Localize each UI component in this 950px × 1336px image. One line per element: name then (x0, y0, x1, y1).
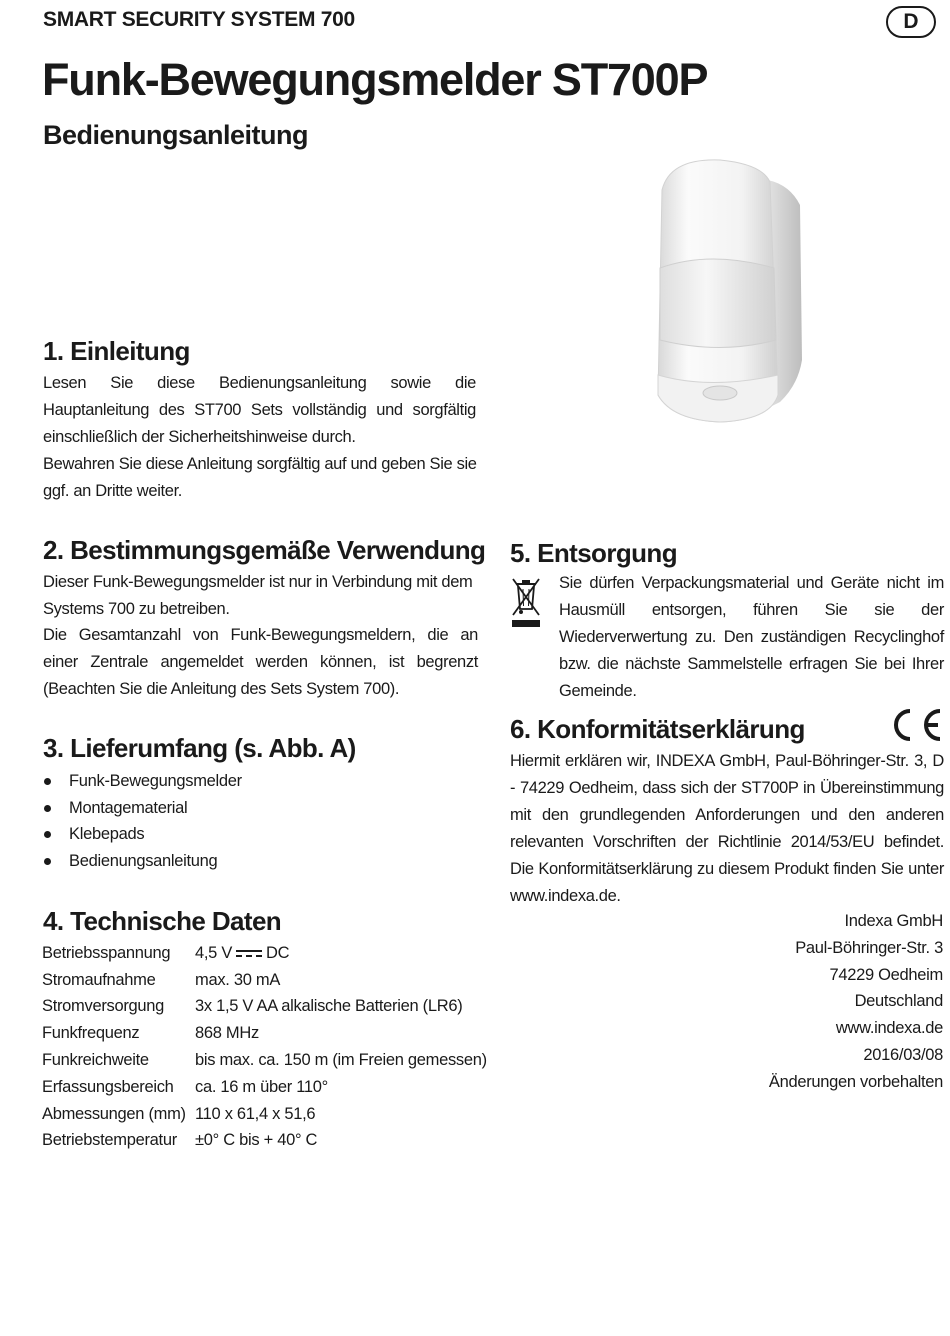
page-title: Funk-Bewegungsmelder ST700P (42, 54, 708, 105)
table-row (42, 967, 487, 994)
table-row (42, 1128, 487, 1155)
section-heading-konformitaet: 6. Konformitätserklärung (510, 714, 805, 744)
address-date: 2016/03/08 (863, 1045, 943, 1064)
address-city: 74229 Oedheim (829, 965, 943, 984)
spec-value: 868 MHz (195, 1024, 259, 1043)
konformitaet-text: Hiermit erklären wir, INDEXA GmbH, Paul-Böhringer-Str. 3, D - 74229 Oedheim, dass sich der ST700P in Übereinstimmung mit den grundlegenden Anforderungen und den anderen relevanten Vorschriften der Richtlinie 2014/53/EU befindet. Die Konformitätserklärung zu diesem Produkt finden Sie unter www.indexa.de. (510, 752, 944, 905)
motion-detector-product-image (650, 150, 820, 435)
table-row (42, 1074, 487, 1101)
spec-label: Abmessungen (mm) (42, 1104, 186, 1123)
spec-value: max. 30 mA (195, 970, 281, 989)
spec-label: Funkfrequenz (42, 1024, 140, 1043)
page-subtitle: Bedienungsanleitung (43, 120, 309, 150)
lieferumfang-list (42, 768, 242, 875)
list-item: Klebepads (42, 821, 242, 848)
verwendung-text: Dieser Funk-Bewegungsmelder ist nur in Verbindung mit dem Systems 700 zu betreiben. (43, 573, 473, 618)
address-country: Deutschland (854, 992, 943, 1011)
spec-value: 110 x 61,4 x 51,6 (195, 1104, 316, 1123)
table-row (42, 1047, 487, 1074)
spec-value: ca. 16 m über 110° (195, 1077, 328, 1096)
spec-value: 3x 1,5 V AA alkalische Batterien (LR6) (195, 997, 463, 1016)
spec-label: Erfassungsbereich (42, 1077, 174, 1096)
list-item: Bedienungsanleitung (42, 848, 242, 875)
list-item: Montagematerial (42, 795, 242, 822)
spec-label: Stromaufnahme (42, 970, 156, 989)
section-heading-entsorgung: 5. Entsorgung (510, 538, 677, 568)
address-company: Indexa GmbH (844, 912, 943, 930)
language-badge: D (886, 6, 936, 38)
company-address (769, 908, 943, 1096)
address-street: Paul-Böhringer-Str. 3 (795, 938, 943, 957)
address-web: www.indexa.de (835, 1019, 943, 1038)
address-note: Änderungen vorbehalten (768, 1072, 943, 1091)
weee-crossed-bin-icon (509, 575, 543, 631)
technische-daten-table (42, 940, 487, 1154)
bullet-icon (44, 778, 51, 785)
list-item: Funk-Bewegungsmelder (42, 768, 242, 795)
table-row (42, 940, 487, 967)
section-heading-verwendung: 2. Bestimmungsgemäße Verwendung (43, 535, 486, 565)
bullet-icon (44, 858, 51, 865)
spec-value: bis max. ca. 150 m (im Freien gemessen) (195, 1051, 487, 1070)
ce-mark-icon (884, 706, 944, 744)
spec-label: Betriebsspannung (42, 943, 171, 962)
entsorgung-text: Sie dürfen Verpackungsmaterial und Geräte nicht im Hausmüll entsorgen, führen Sie sie der Wiederverwertung zu. Den zuständigen Recyclinghof bzw. die nächste Sammelstelle erfragen Sie bei Ihrer Gemeinde. (559, 574, 944, 700)
spec-label: Betriebstemperatur (42, 1131, 177, 1150)
bullet-icon (44, 805, 51, 812)
table-row (42, 1020, 487, 1047)
section-heading-einleitung: 1. Einleitung (43, 336, 190, 366)
dc-symbol-icon (236, 949, 262, 959)
table-row (42, 994, 487, 1021)
spec-label: Funkreichweite (42, 1051, 149, 1070)
spec-value: 4,5 V DC (195, 943, 290, 962)
verwendung-text-2: Die Gesamtanzahl von Funk-Bewegungsmeldern, die an einer Zentrale angemeldet werden können, ist begrenzt (Beachten Sie die Anleitung des Sets System 700). (43, 626, 478, 698)
einleitung-text-2: Bewahren Sie diese Anleitung sorgfältig auf und geben Sie sie ggf. an Dritte weiter. (43, 455, 477, 500)
brand-line: SMART SECURITY SYSTEM 700 (43, 8, 355, 31)
spec-label: Stromversorgung (42, 997, 165, 1016)
einleitung-text: Lesen Sie diese Bedienungsanleitung sowie die Hauptanleitung des ST700 Sets vollständig und sorgfältig einschließlich der Sicherheitshinweise durch. (43, 374, 476, 446)
bullet-icon (44, 831, 51, 838)
section-heading-lieferumfang: 3. Lieferumfang (s. Abb. A) (43, 733, 356, 763)
section-heading-technische-daten: 4. Technische Daten (43, 906, 282, 936)
table-row (42, 1101, 487, 1128)
spec-value: ±0° C bis + 40° C (195, 1131, 318, 1150)
